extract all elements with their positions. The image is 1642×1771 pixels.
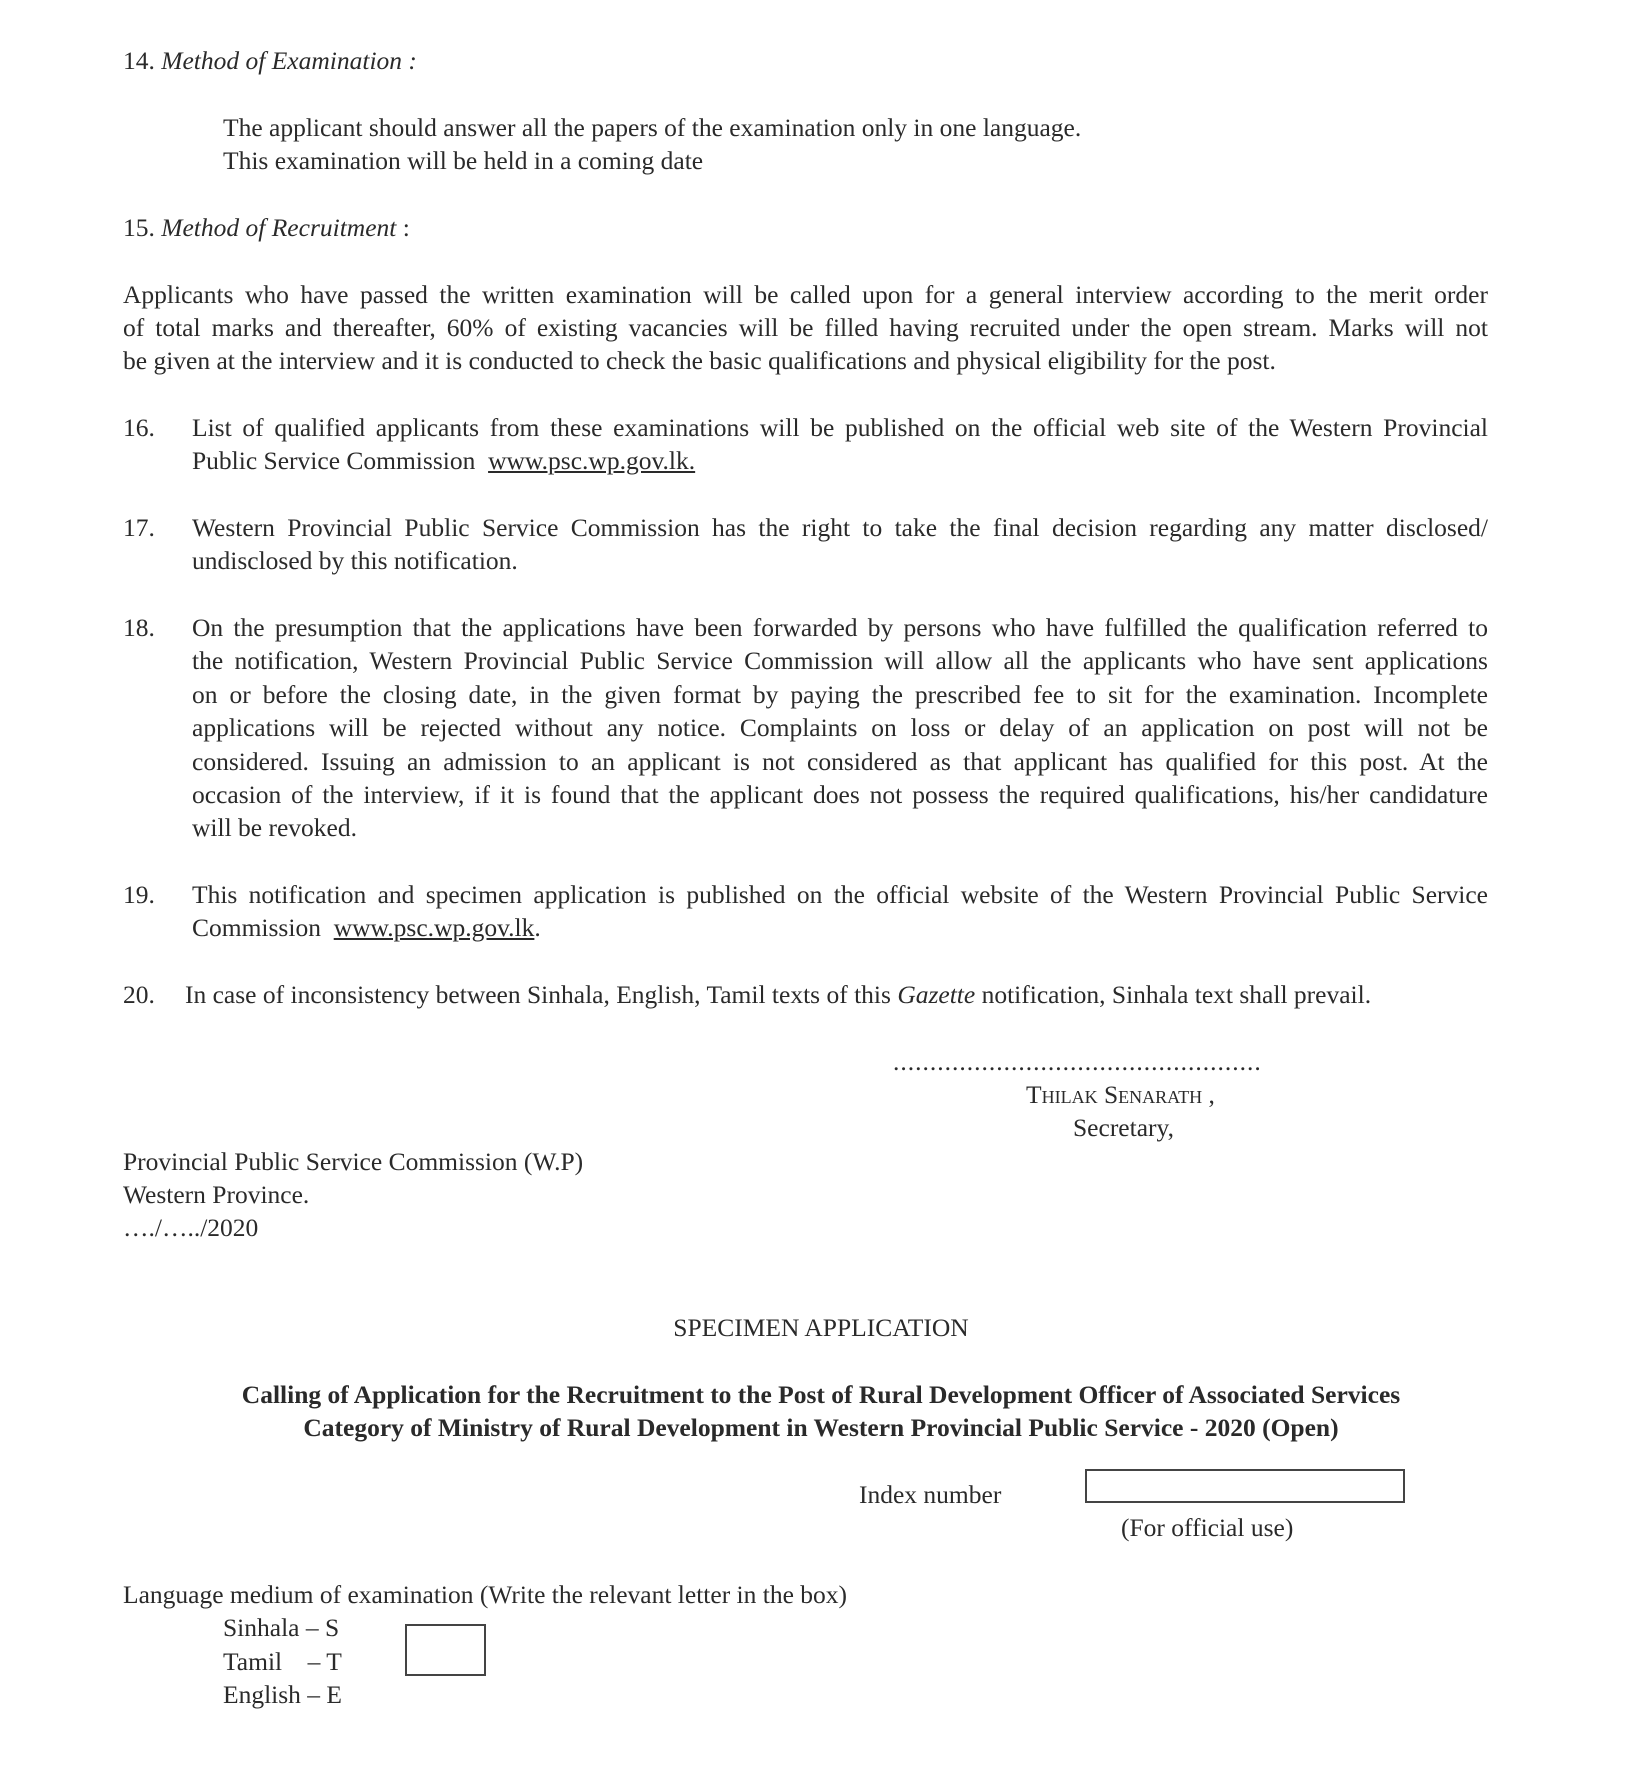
section-14-title: Method of Examination : [161, 46, 417, 75]
language-option-sinhala: Sinhala – S [223, 1613, 340, 1642]
language-medium-label: Language medium of examination (Write the relevant letter in the box) [123, 1580, 848, 1609]
section-15-title: Method of Recruitment [161, 213, 397, 242]
language-option-english: English – E [223, 1680, 342, 1709]
section-18-number: 18. [123, 613, 155, 642]
section-15-number: 15. [123, 213, 155, 242]
section-15-line-1: Applicants who have passed the written examination will be called upon for a general interview according to the merit order [123, 280, 1488, 309]
office-line-2: Western Province. [123, 1180, 310, 1209]
section-15-line-2: of total marks and thereafter, 60% of existing vacancies will be filled having recruited under the open stream. Marks will not [123, 313, 1488, 342]
section-19-line-2-text: Commission [192, 913, 321, 942]
signature-line: .................................................. [893, 1047, 1262, 1076]
section-20-text-before: In case of inconsistency between Sinhala, English, Tamil texts of this [185, 980, 891, 1009]
psc-website-link-2[interactable]: www.psc.wp.gov.lk [333, 913, 535, 942]
official-use-note: (For official use) [1121, 1513, 1294, 1542]
section-17-line-1: Western Provincial Public Service Commission has the right to take the final decision regarding any matter disclosed/ [192, 513, 1488, 542]
section-14-line-2: This examination will be held in a coming date [223, 146, 704, 175]
section-18-line-7: will be revoked. [192, 813, 357, 842]
section-19-period: . [534, 913, 541, 942]
section-20-text-after: notification, Sinhala text shall prevail. [981, 980, 1372, 1009]
section-18-line-5: considered. Issuing an admission to an applicant is not considered as that applicant has qualified for this post. At the [192, 747, 1488, 776]
section-20-text [185, 978, 1371, 1012]
section-19-number: 19. [123, 880, 155, 909]
section-18-line-1: On the presumption that the applications have been forwarded by persons who have fulfilled the qualification referred to [192, 613, 1488, 642]
section-14-line-1: The applicant should answer all the papers of the examination only in one language. [223, 113, 1082, 142]
section-20-number: 20. [123, 980, 155, 1009]
gazette-italic: Gazette [897, 980, 976, 1009]
section-19-line-1: This notification and specimen application is published on the official website of the Western Provincial Public Service [192, 880, 1488, 909]
language-medium-box[interactable] [405, 1624, 486, 1676]
specimen-heading: SPECIMEN APPLICATION [673, 1313, 969, 1342]
section-18-line-6: occasion of the interview, if it is found that the applicant does not possess the required qualifications, his/her candidature [192, 780, 1488, 809]
section-18-line-2: the notification, Western Provincial Public Service Commission will allow all the applicants who have sent applications [192, 646, 1488, 675]
psc-website-link[interactable]: www.psc.wp.gov.lk. [488, 446, 696, 475]
section-17-line-2: undisclosed by this notification. [192, 546, 518, 575]
section-15-heading [123, 211, 410, 245]
language-option-tamil: Tamil – T [223, 1647, 342, 1676]
index-number-label: Index number [859, 1480, 1002, 1509]
office-date: …./…../2020 [123, 1213, 259, 1242]
section-14-heading [123, 44, 417, 78]
signatory-name: Thilak Senarath , [1026, 1080, 1215, 1109]
section-18-line-3: on or before the closing date, in the given format by paying the prescribed fee to sit for the examination. Incomplete [192, 680, 1488, 709]
section-14-number: 14. [123, 46, 155, 75]
section-16-number: 16. [123, 413, 155, 442]
index-number-box[interactable] [1085, 1469, 1405, 1503]
section-16-line-2 [192, 444, 695, 478]
application-title-line-2: Category of Ministry of Rural Development in Western Provincial Public Service - 2020 (Open) [303, 1413, 1339, 1442]
section-18-line-4: applications will be rejected without any notice. Complaints on loss or delay of an application on post will not be [192, 713, 1488, 742]
section-17-number: 17. [123, 513, 155, 542]
signatory-title: Secretary, [1073, 1113, 1174, 1142]
section-16-line-1: List of qualified applicants from these examinations will be published on the official web site of the Western Provincial [192, 413, 1488, 442]
section-16-line-2-text: Public Service Commission [192, 446, 476, 475]
section-15-colon: : [396, 213, 410, 242]
office-line-1: Provincial Public Service Commission (W.P) [123, 1147, 584, 1176]
section-19-line-2 [192, 911, 541, 945]
application-title-line-1: Calling of Application for the Recruitment to the Post of Rural Development Officer of Associated Services [241, 1380, 1401, 1409]
section-15-line-3: be given at the interview and it is conducted to check the basic qualifications and physical eligibility for the post. [123, 346, 1276, 375]
